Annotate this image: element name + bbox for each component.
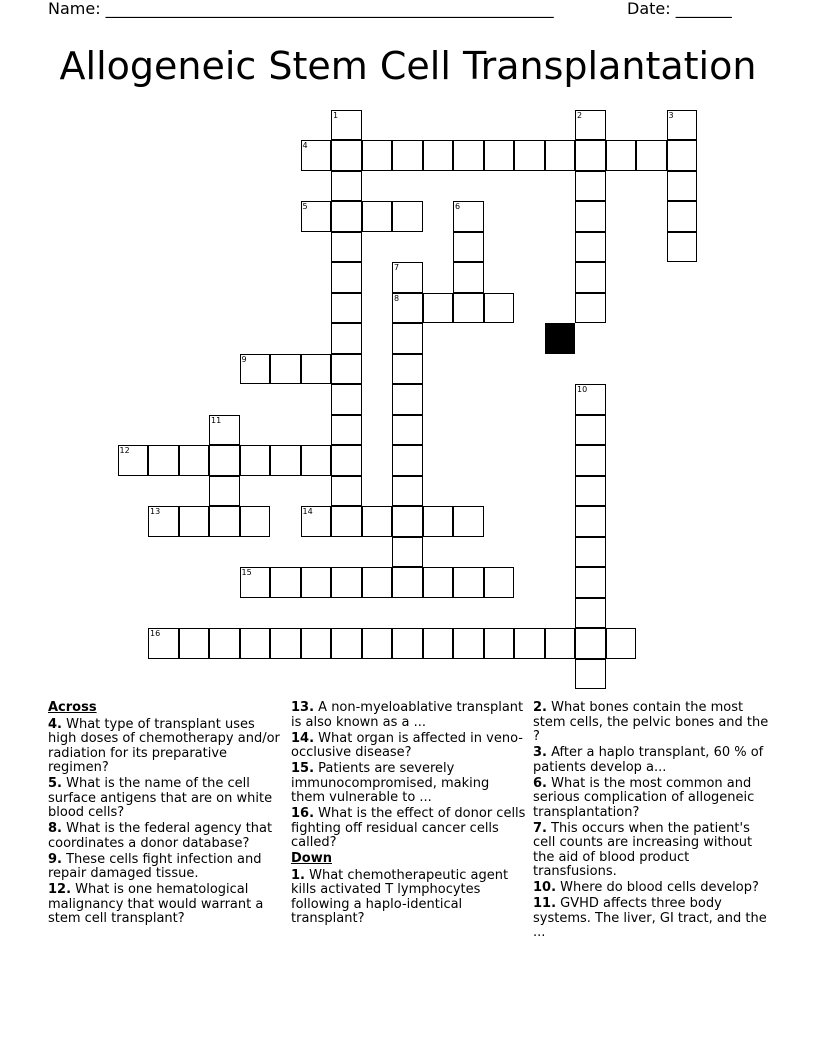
across-clue: [291, 701, 527, 730]
grid-cell[interactable]: [575, 476, 606, 507]
grid-cell[interactable]: [301, 506, 332, 537]
down-clue-number: 7.: [533, 820, 547, 836]
grid-cell[interactable]: [209, 445, 240, 476]
across-clue-number: 15.: [291, 761, 315, 776]
date-field-label: Date: _______: [627, 0, 732, 18]
grid-cell[interactable]: [575, 201, 606, 232]
grid-cell[interactable]: [331, 140, 362, 171]
down-clue-number: 3.: [533, 745, 547, 760]
grid-cell[interactable]: [484, 628, 515, 659]
grid-cell[interactable]: [270, 628, 301, 659]
across-clue-number: 8.: [48, 821, 62, 836]
grid-cell[interactable]: [331, 445, 362, 476]
across-clue: [48, 883, 284, 927]
across-clue-text: What organ is affected in veno-occlusive disease?: [291, 730, 523, 760]
grid-cell[interactable]: [331, 293, 362, 324]
grid-cell[interactable]: [575, 384, 606, 415]
grid-cell[interactable]: [209, 415, 240, 446]
grid-cell[interactable]: [240, 628, 271, 659]
grid-cell[interactable]: [575, 232, 606, 263]
grid-cell[interactable]: [575, 445, 606, 476]
grid-cell[interactable]: [667, 232, 698, 263]
grid-cell[interactable]: [453, 506, 484, 537]
grid-cell[interactable]: [575, 262, 606, 293]
grid-cell[interactable]: [392, 384, 423, 415]
clue-number: 3: [668, 110, 674, 120]
clue-number: 16: [150, 629, 161, 638]
grid-cell[interactable]: [575, 567, 606, 598]
grid-cell[interactable]: [575, 598, 606, 629]
grid-cell[interactable]: [240, 567, 271, 598]
across-clue-number: 9.: [48, 851, 62, 867]
grid-cell[interactable]: [270, 567, 301, 598]
down-clue-text: What chemotherapeutic agent kills activated T lymphocytes following a haplo-identical transplant?: [291, 867, 509, 926]
across-clue-text: What is one hematological malignancy that would warrant a stem cell transplant?: [48, 882, 264, 926]
clue-number: 11: [211, 415, 222, 425]
grid-cell[interactable]: [270, 445, 301, 476]
grid-cell[interactable]: [179, 445, 210, 476]
across-clue-text: These cells fight infection and repair damaged tissue.: [48, 851, 262, 881]
grid-cell[interactable]: [423, 293, 454, 324]
across-clue-number: 12.: [48, 882, 72, 897]
across-clue: [291, 732, 527, 761]
grid-cell[interactable]: [575, 415, 606, 446]
grid-cell[interactable]: [575, 659, 606, 690]
down-clue: [533, 701, 769, 745]
grid-cell[interactable]: [575, 171, 606, 202]
clue-number: 2: [577, 110, 583, 120]
clue-number: 6: [455, 202, 461, 211]
page-title: Allogeneic Stem Cell Transplantation: [59, 44, 757, 88]
grid-cell[interactable]: [331, 201, 362, 232]
grid-cell[interactable]: [392, 476, 423, 507]
grid-cell[interactable]: [362, 140, 393, 171]
grid-cell[interactable]: [392, 415, 423, 446]
grid-cell[interactable]: [331, 567, 362, 598]
clue-number: 13: [150, 507, 161, 516]
clues-column-3: [533, 701, 769, 942]
down-clue: [533, 777, 769, 821]
across-clue-number: 16.: [291, 806, 315, 821]
grid-cell[interactable]: [575, 293, 606, 324]
grid-cell[interactable]: [118, 445, 149, 476]
grid-cell[interactable]: [575, 628, 606, 659]
grid-cell[interactable]: [301, 140, 332, 171]
down-clue: [533, 746, 769, 775]
across-clue-number: 4.: [48, 716, 62, 732]
grid-cell[interactable]: [392, 628, 423, 659]
clue-number: 1: [333, 110, 339, 120]
clue-number: 5: [302, 202, 308, 211]
grid-cell[interactable]: [392, 140, 423, 171]
across-clue-text: What is the name of the cell surface antigens that are on white blood cells?: [48, 776, 273, 820]
grid-cell[interactable]: [209, 506, 240, 537]
down-clue: [533, 881, 769, 896]
across-clue-text: A non-myeloablative transplant is also known as a ...: [291, 700, 524, 730]
grid-cell[interactable]: [179, 628, 210, 659]
clues-column-2: [291, 701, 527, 928]
across-heading: Across: [48, 700, 97, 715]
grid-cell[interactable]: [667, 201, 698, 232]
grid-cell[interactable]: [331, 415, 362, 446]
across-clue: [291, 762, 527, 806]
down-clue-text: This occurs when the patient's cell counts are increasing without the aid of blood product transfusions.: [533, 820, 753, 879]
grid-cell[interactable]: [331, 354, 362, 385]
grid-cell[interactable]: [423, 140, 454, 171]
grid-cell[interactable]: [392, 262, 423, 293]
grid-cell[interactable]: [392, 537, 423, 568]
grid-cell[interactable]: [514, 628, 545, 659]
across-clue: [48, 777, 284, 821]
grid-cell[interactable]: [331, 506, 362, 537]
grid-cell[interactable]: [148, 506, 179, 537]
clue-number: 10: [577, 385, 588, 394]
grid-cell[interactable]: [392, 445, 423, 476]
grid-cell[interactable]: [209, 476, 240, 507]
grid-cell[interactable]: [148, 628, 179, 659]
grid-cell[interactable]: [240, 506, 271, 537]
grid-cell[interactable]: [453, 293, 484, 324]
grid-cell[interactable]: [392, 323, 423, 354]
across-clue-text: What is the federal agency that coordinates a donor database?: [48, 821, 273, 851]
across-clue-number: 13.: [291, 700, 315, 715]
grid-cell[interactable]: [331, 171, 362, 202]
grid-cell[interactable]: [575, 506, 606, 537]
clue-number: 7: [394, 263, 400, 272]
grid-cell[interactable]: [362, 567, 393, 598]
grid-cell[interactable]: [331, 232, 362, 263]
grid-cell[interactable]: [423, 567, 454, 598]
grid-cell[interactable]: [331, 628, 362, 659]
clue-number: 14: [302, 507, 313, 516]
grid-cell[interactable]: [636, 140, 667, 171]
grid-cell[interactable]: [240, 445, 271, 476]
grid-cell[interactable]: [423, 506, 454, 537]
grid-cell[interactable]: [484, 567, 515, 598]
grid-cell[interactable]: [484, 293, 515, 324]
clue-number: 9: [241, 354, 247, 364]
grid-cell[interactable]: [453, 232, 484, 263]
down-clue-number: 2.: [533, 700, 547, 715]
grid-cell[interactable]: [392, 506, 423, 537]
across-clue-number: 5.: [48, 776, 62, 791]
down-clue: [533, 822, 769, 880]
clue-number: 15: [241, 568, 252, 577]
grid-cell[interactable]: [667, 171, 698, 202]
across-clue: [48, 853, 284, 882]
grid-cell[interactable]: [453, 262, 484, 293]
grid-cell[interactable]: [301, 445, 332, 476]
grid-cell[interactable]: [331, 323, 362, 354]
grid-cell[interactable]: [453, 201, 484, 232]
down-clue-text: What is the most common and serious complication of allogeneic transplantation?: [533, 775, 755, 820]
down-clue-text: GVHD affects three body systems. The liver, GI tract, and the ...: [533, 896, 767, 940]
across-clue: [48, 718, 284, 776]
grid-cell[interactable]: [667, 110, 698, 141]
grid-cell[interactable]: [270, 354, 301, 385]
across-clue-text: Patients are severely immunocompromised, making them vulnerable to ...: [291, 761, 490, 805]
grid-cell[interactable]: [301, 354, 332, 385]
across-clue: [291, 807, 527, 851]
down-clue: [533, 897, 769, 941]
grid-cell[interactable]: [331, 384, 362, 415]
across-clue-number: 14.: [291, 730, 315, 746]
grid-cell[interactable]: [484, 140, 515, 171]
down-clue-number: 6.: [533, 775, 547, 791]
grid-cell[interactable]: [453, 140, 484, 171]
grid-cell[interactable]: [209, 628, 240, 659]
grid-cell[interactable]: [179, 506, 210, 537]
grid-cell[interactable]: [331, 476, 362, 507]
clue-number: 8: [394, 293, 400, 303]
grid-cell[interactable]: [362, 506, 393, 537]
grid-cell[interactable]: [545, 628, 576, 659]
grid-cell[interactable]: [148, 445, 179, 476]
down-clue-number: 10.: [533, 880, 557, 895]
grid-cell[interactable]: [362, 628, 393, 659]
down-clue-text: After a haplo transplant, 60 % of patients develop a...: [533, 745, 764, 775]
grid-cell[interactable]: [392, 354, 423, 385]
grid-cell[interactable]: [575, 110, 606, 141]
clue-number: 4: [302, 141, 308, 150]
grid-cell[interactable]: [453, 628, 484, 659]
down-clue-number: 11.: [533, 896, 557, 911]
down-heading: Down: [291, 851, 332, 866]
grid-cell[interactable]: [514, 140, 545, 171]
grid-cell[interactable]: [331, 262, 362, 293]
down-clue-text: What bones contain the most stem cells, the pelvic bones and the ?: [533, 700, 769, 744]
grid-cell[interactable]: [301, 567, 332, 598]
grid-cell[interactable]: [453, 567, 484, 598]
grid-cell[interactable]: [606, 140, 637, 171]
grid-cell[interactable]: [667, 140, 698, 171]
grid-cell[interactable]: [331, 110, 362, 141]
down-clue: [291, 869, 527, 927]
grid-cell[interactable]: [575, 140, 606, 171]
grid-cell[interactable]: [545, 140, 576, 171]
grid-cell[interactable]: [301, 628, 332, 659]
grid-cell[interactable]: [392, 567, 423, 598]
down-clue-text: Where do blood cells develop?: [556, 880, 759, 895]
grid-cell[interactable]: [606, 628, 637, 659]
grid-cell[interactable]: [240, 354, 271, 385]
across-clue-text: What is the effect of donor cells fighting off residual cancer cells called?: [291, 806, 526, 850]
grid-cell[interactable]: [423, 628, 454, 659]
across-clue-text: What type of transplant uses high doses of chemotherapy and/or radiation for its preparative regimen?: [48, 716, 280, 775]
clue-number: 12: [119, 446, 130, 455]
across-clue: [48, 822, 284, 851]
down-clue-number: 1.: [291, 867, 305, 883]
grid-cell[interactable]: [301, 201, 332, 232]
grid-cell[interactable]: [362, 201, 393, 232]
grid-cell[interactable]: [392, 293, 423, 324]
black-cell: [545, 323, 576, 354]
clues-column-1: [48, 701, 284, 928]
name-field-label: Name: ________________________________________________________: [48, 0, 554, 18]
grid-cell[interactable]: [392, 201, 423, 232]
grid-cell[interactable]: [575, 537, 606, 568]
